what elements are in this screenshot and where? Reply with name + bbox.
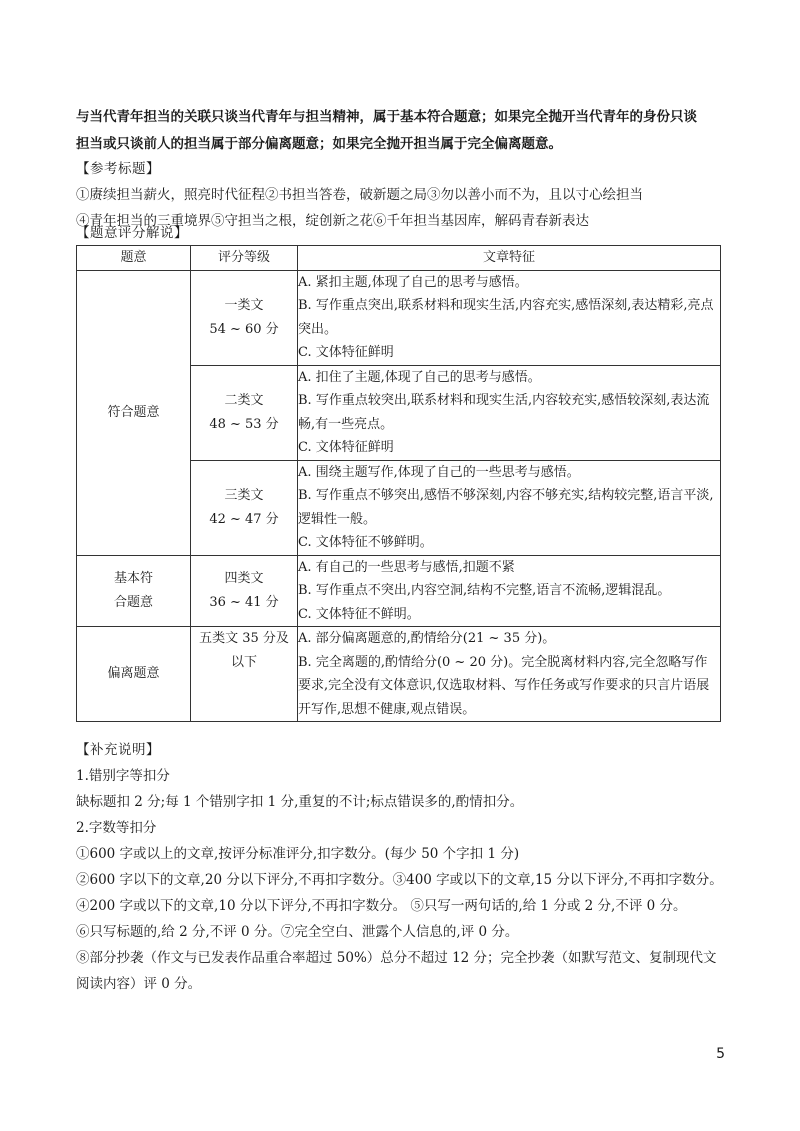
grade-range: 54 ~ 60 分 [209,321,279,337]
supplement-line: 2.字数等扣分 [76,820,157,836]
header-cell-topic: 题意 [77,246,191,271]
feature-item: C. 文体特征不鲜明。 [298,606,420,622]
page-number: 5 [716,1046,725,1062]
grade-name: 二类文 [224,393,264,408]
supplement-line: ①600 字或以上的文章,按评分标准评分,扣字数分。(每少 50 个字扣 1 分) [76,846,520,862]
feature-item: A. 有自己的一些思考与感悟,扣题不紧 [298,559,515,575]
feature-item: B. 完全离题的,酌情给分(0 ~ 20 分)。完全脱离材料内容,完全忽略写作要求,完全没有文体意识,仅选取材料、写作任务或写作要求的只言片语展开写作,思想不健康,观点错误。 [298,654,710,717]
grade-range: 42 ~ 47 分 [209,511,279,527]
supplement-line: ⑥只写标题的,给 2 分,不评 0 分。⑦完全空白、泄露个人信息的,评 0 分。 [76,924,519,940]
grade-cell [191,627,298,722]
supplement-line: ④200 字或以下的文章,10 分以下评分,不再扣字数分。 ⑤只写一两句话的,给 1 分或 2 分,不评 0 分。 [76,898,687,914]
table-header-row [77,246,721,271]
features-cell [298,270,721,365]
grade-cell [191,555,298,627]
group-label-line: 合题意 [113,594,153,610]
feature-item: B. 写作重点突出,联系材料和现实生活,内容充实,感悟深刻,表达精彩,亮点突出。 [298,298,714,337]
reference-titles-line: ①赓续担当薪火，照亮时代征程②书担当答卷，破新题之局③勿以善小而不为，且以寸心绘担当 [76,187,643,203]
header-cell-features: 文章特征 [298,246,721,271]
grade-cell [191,270,298,365]
header-cell-grade: 评分等级 [191,246,298,271]
intro-paragraph [76,104,726,158]
supplement-heading: 【补充说明】 [76,742,160,758]
reference-titles-line: ④青年担当的三重境界⑤守担当之根，绽创新之花⑥千年担当基因库，解码青春新表达 [76,213,589,229]
rubric-section-title [76,220,736,246]
group-cell-fit: 符合题意 [77,270,191,555]
supplement-line: 1.错别字等扣分 [76,768,170,784]
grade-cell [191,365,298,460]
supplement-line: 缺标题扣 2 分;每 1 个错别字扣 1 分,重复的不计;标点错误多的,酌情扣分。 [76,794,524,810]
table-row [77,270,721,365]
supplement-line: ⑧部分抄袭（作文与已发表作品重合率超过 50%）总分不超过 12 分；完全抄袭（如默写范文、复制现代文 [76,950,717,966]
intro-line: 与当代青年担当的关联只谈当代青年与担当精神，属于基本符合题意；如果完全抛开当代青年的身份只谈 [76,109,697,125]
table-row [77,627,721,722]
features-cell [298,555,721,627]
feature-item: B. 写作重点不够突出,感悟不够深刻,内容不够充实,结构较完整,语言平淡,逻辑性一般。 [298,488,714,527]
feature-item: B. 写作重点不突出,内容空洞,结构不完整,语言不流畅,逻辑混乱。 [298,583,671,598]
feature-item: C. 文体特征不够鲜明。 [298,535,433,550]
group-cell-off: 偏离题意 [77,627,191,722]
feature-item: A. 部分偏离题意的,酌情给分(21 ~ 35 分)。 [298,631,556,646]
intro-line: 担当或只谈前人的担当属于部分偏离题意；如果完全抛开担当属于完全偏离题意。 [76,136,562,152]
grade-range: 48 ~ 53 分 [209,416,279,432]
grade-cell [191,460,298,555]
group-cell-basic [77,555,191,627]
grade-name: 三类文 [224,488,264,503]
feature-item: A. 扣住了主题,体现了自己的思考与感悟。 [298,369,541,385]
supplement-line: 阅读内容）评 0 分。 [76,976,202,992]
table-row [77,555,721,627]
feature-item: B. 写作重点较突出,联系材料和现实生活,内容较充实,感悟较深刻,表达流畅,有一些亮点。 [298,393,710,432]
features-cell [298,365,721,460]
supplement-line: ②600 字以下的文章,20 分以下评分,不再扣字数分。③400 字或以下的文章,15 分以下评分,不再扣字数分。 [76,872,723,888]
rubric-heading: 【题意评分解说】 [76,225,188,241]
feature-item: A. 紧扣主题,体现了自己的思考与感悟。 [298,274,528,290]
features-cell [298,627,721,722]
supplement-section [76,737,736,997]
grade-name: 四类文 [224,571,264,587]
reference-titles-heading: 【参考标题】 [76,161,160,177]
feature-item: A. 围绕主题写作,体现了自己的一些思考与感悟。 [298,464,580,480]
feature-item: C. 文体特征鲜明 [298,345,394,360]
scoring-rubric-table [76,245,721,722]
grade-name: 一类文 [224,298,264,313]
grade-range: 36 ~ 41 分 [209,594,279,610]
grade-name: 五类文 35 分及 [199,631,289,646]
grade-range: 以下 [230,654,257,670]
features-cell [298,460,721,555]
group-label-line: 基本符 [113,571,153,587]
feature-item: C. 文体特征鲜明 [298,440,394,455]
